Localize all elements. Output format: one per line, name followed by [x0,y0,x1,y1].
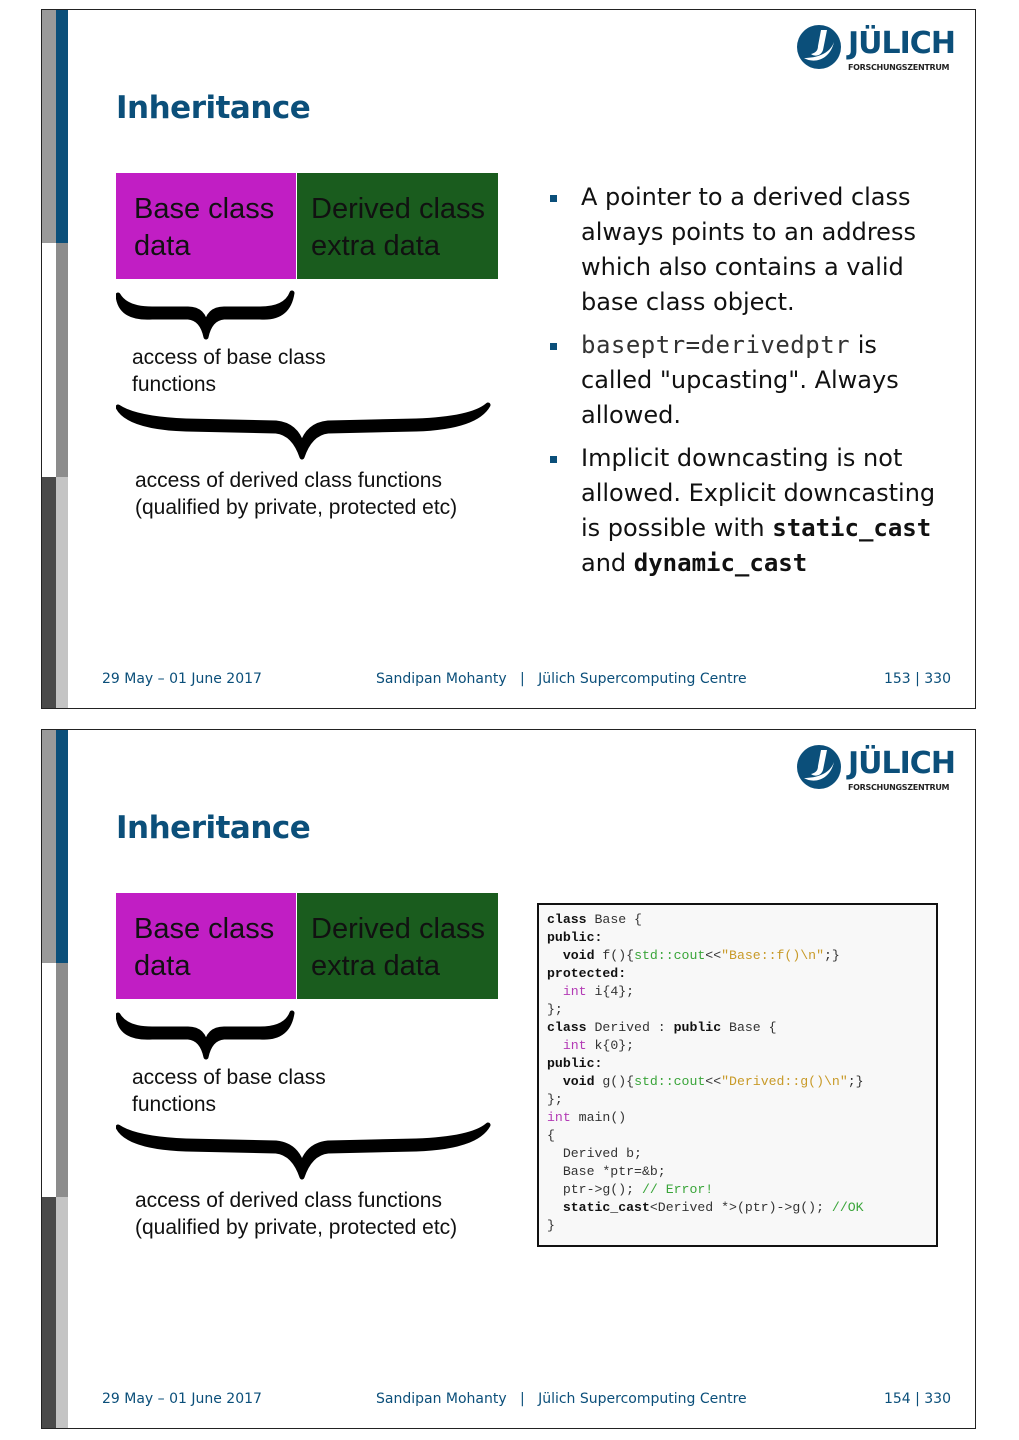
code-block [537,903,938,1247]
julich-logo-icon [796,24,842,70]
inline-code: baseptr=derivedptr [581,331,851,359]
code-line: Base *ptr=&b; [547,1164,666,1179]
code-line: { [547,1128,555,1143]
code-line: } [547,1218,555,1233]
footer-author: Sandipan Mohanty | Jülich Supercomputing Centre [376,1391,747,1407]
code-line: class Base { [547,912,642,927]
code-line: int main() [547,1110,627,1125]
code-line: void g(){std::cout<<"Derived::g()\n";} [562,1074,864,1089]
derived-class-box: Derived class extra data [297,173,498,279]
slide-title: Inheritance [116,90,311,126]
code-line: }; [547,1002,563,1017]
slide-title: Inheritance [116,810,311,846]
slide-153 [41,9,976,709]
logo-subtitle: FORSCHUNGSZENTRUM [848,63,950,72]
large-brace [118,1125,488,1177]
julich-logo [796,742,956,798]
code-line: class Derived : public Base { [547,1020,777,1035]
bullet-marker-icon [550,195,557,202]
code-line: ptr->g(); // Error! [547,1182,714,1197]
code-line: void f(){std::cout<<"Base::f()\n";} [562,948,840,963]
footer-date: 29 May – 01 June 2017 [102,1391,262,1407]
code-line: public: [547,930,603,945]
footer-date: 29 May – 01 June 2017 [102,671,262,687]
base-access-label: access of base class functions [132,346,326,396]
bullet-item: baseptr=derivedptr is called "upcasting". Always allowed. [547,328,947,433]
code-line: static_cast<Derived *>(ptr)->g(); //OK [562,1200,864,1215]
derived-class-box: Derived class extra data [297,893,498,999]
bullet-list [547,180,947,589]
logo-wordmark: JÜLICH [848,26,955,61]
julich-logo [796,22,956,78]
large-brace [118,405,488,457]
bullet-marker-icon [550,343,557,350]
bullet-marker-icon [550,456,557,463]
base-class-box: Base class data [116,173,296,279]
base-access-label: access of base class functions [132,1066,326,1116]
slide-154 [41,729,976,1429]
code-line: protected: [547,966,627,981]
sidebar-stripes [42,10,68,708]
code-line: }; [547,1092,563,1107]
julich-logo-icon [796,744,842,790]
logo-wordmark: JÜLICH [848,746,955,781]
footer-page-number: 153 | 330 [883,671,951,687]
derived-access-label: access of derived class functions (qualified by private, protected etc) [135,469,458,519]
inline-code: static_cast [772,514,932,542]
inline-code: dynamic_cast [633,549,808,577]
small-brace [118,1013,292,1057]
bullet-item: A pointer to a derived class always points to an address which also contains a valid base class object. [547,180,947,320]
code-line: Derived b; [547,1146,642,1161]
small-brace [118,293,292,337]
logo-subtitle: FORSCHUNGSZENTRUM [848,783,950,792]
bullet-item: Implicit downcasting is not allowed. Explicit downcasting is possible with static_cast and dynamic_cast [547,441,947,581]
sidebar-stripes [42,730,68,1428]
derived-access-label: access of derived class functions (qualified by private, protected etc) [135,1189,458,1239]
footer-author: Sandipan Mohanty | Jülich Supercomputing Centre [376,671,747,687]
footer-page-number: 154 | 330 [883,1391,951,1407]
code-line: int i{4}; [562,984,635,999]
code-line: int k{0}; [562,1038,635,1053]
base-class-box: Base class data [116,893,296,999]
code-line: public: [547,1056,603,1071]
